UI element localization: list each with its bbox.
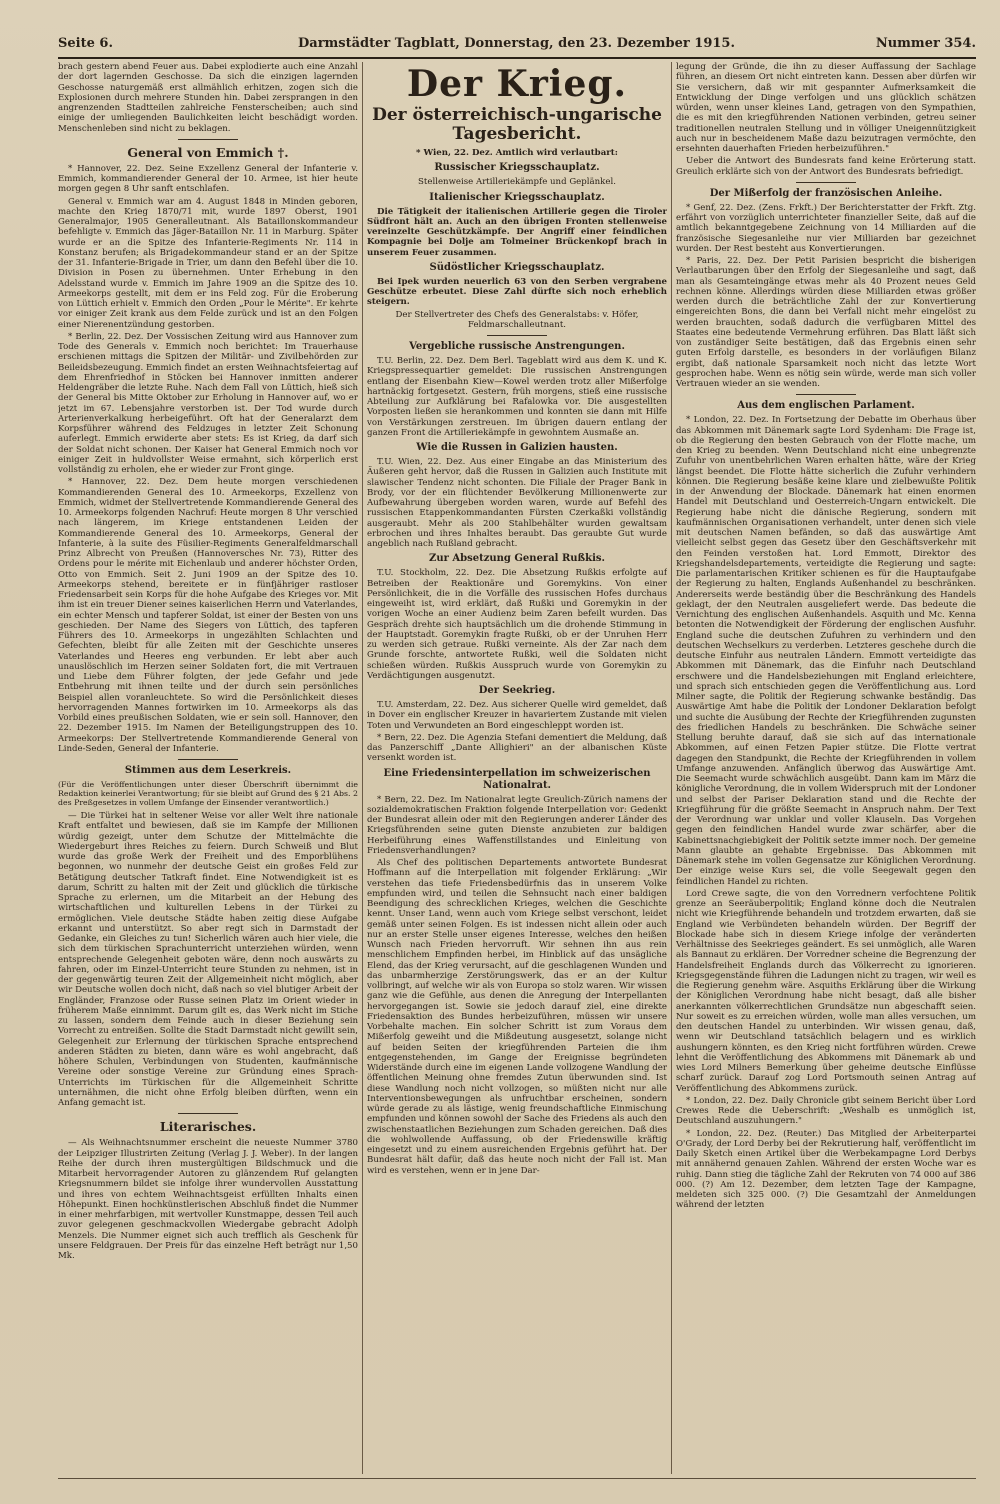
paragraph: — Als Weihnachtsnummer erscheint die neueste Nummer 3780 der Leipziger Illustrirten Zeitung (Verlag J. J. Weber). In der langen Reihe der durch ihren mustergültigen Bildschmuck und die Mitarbeit hervorragender Autoren zu glänzendem Ruf gelangten Kriegsnummern bildet sie infolge ihrer wundervollen Ausstattung und ihres von echtem Weihnachtsgeist erfüllten Inhalts einen Höhepunkt. Einen hochkünstlerischen Abschluß findet die Nummer in einer mehrfarbigen, mit wertvoller Kunstmappe, dessen Teil auch zuvor gelegenen geschmackvollen Wiedergabe gebracht Adolph Menzels. Die Nummer eignet sich auch trefflich als Geschenk für unsere Feldgrauen. Der Preis für das einzelne Heft beträgt nur 1,50 Mk. — [58, 1138, 358, 1261]
headline-seekrieg: Der Seekrieg. — [478, 685, 556, 696]
headline-englisches-parlament: Aus dem englischen Parlament. — [737, 400, 915, 412]
column-1 — [58, 62, 358, 1474]
separator — [796, 394, 856, 395]
headline-vergebliche-anstrengungen: Vergebliche russische Anstrengungen. — [409, 341, 625, 352]
subheadline-tagesbericht: Der österreichisch-ungarische Tagesbericht. — [372, 105, 662, 144]
article-continuation: brach gestern abend Feuer aus. Dabei explodierte auch eine Anzahl der dort lagernden Geschosse. Da sich die einzigen lagernden Geschosse naturgemäß erst allmählich erhitzen, zogen sich die Explosionen durch mehrere Stunden hin. Dabei zersprangen in den angrenzenden Stadtteilen zahlreiche Fensterscheiben; auch sind einige der umliegenden Baulichkeiten leicht beschädigt worden. Menschenleben sind nicht zu beklagen. — [58, 62, 358, 134]
dateline: * Wien, 22. Dez. Amtlich wird verlautbart: — [416, 148, 618, 158]
paragraph: Lord Crewe sagte, die von den Vorrednern verfochtene Politik grenze an Seeräuberpolitik; England könne doch die Neutralen nicht wie Kriegführende behandeln und trotzdem erwarten, daß sie England wie Verbündeten behandeln würden. Der Begriff der Blockade habe sich in diesem Kriege infolge der veränderten Verhältnisse des Seekrieges geändert. Es sei unmöglich, alle Waren als Bannaut zu erklären. Der Vorredner scheine die Begrenzung der Handelsfreiheit Englands durch das Völkerrecht zu ignorieren. Kriegsgegenstände führen die Ladungen nicht zu tragen, wir weil es die Regierung genehm wäre. Asquiths Erklärung über die Wirkung der Königlichen Verordnung habe nicht besagt, daß alle bisher anerkannten völkerrechtlichen Grundsätze nun abgeschafft seien. Nur soweit es zu erreichen würden, wolle man alles versuchen, um den deutschen Handel zu unterbinden. Wir wissen genau, daß, wenn wir Deutschland tatsächlich belagern und es wirklich aushungern könnten, es den Krieg nicht fortführen würden. Crewe lehnt die Veröffentlichung des Abkommens mit Dänemark ab und wies Lord Milners Bemerkung über geheime deutsche Einflüsse scharf zurück. Darauf zog Lord Portsmouth seinen Antrag auf Veröffentlichung des Abkommens zurück. — [676, 888, 976, 1094]
column-3 — [676, 62, 976, 1474]
paragraph: Die Tätigkeit der italienischen Artillerie gegen die Tiroler Südfront hält an. Auch an den übrigen Fronten stellenweise vereinzelte Geschützkämpfe. Der Angriff einer feindlichen Kompagnie bei Dolje am Tolmeiner Brückenkopf brach in unserem Feuer zusammen. — [367, 206, 667, 258]
paragraph: Ueber die Antwort des Bundesrats fand keine Erörterung statt. Greulich erklärte sich von der Antwort des Bundesrats befriedigt. — [676, 156, 976, 177]
signature: Der Stellvertreter des Chefs des Generalstabs: v. Höfer, Feldmarschalleutnant. — [395, 309, 639, 330]
headline-italienischer-kriegsschauplatz: Italienischer Kriegsschauplatz. — [429, 191, 605, 203]
headline-russischer-kriegsschauplatz: Russischer Kriegsschauplatz. — [434, 162, 600, 174]
paragraph: * Paris, 22. Dez. Der Petit Parisien bespricht die bisherigen Verlautbarungen über den Erfolg der Siegesanleihe und sagt, daß man als Gesamteingänge etwas mehr als 40 Prozent neues Geld rechnen könne. Allerdings würden diese Milliarden etwas größer werden durch die beträchtliche Zahl der zur Konvertierung eingereichten Bons, die dann bei Verfall nicht mehr eingelöst zu werden brauchten, sodaß dadurch die verfügbaren Mittel des Staates eine bedeutende Vermehrung erführen. Das Blatt läßt sich von zuständiger Seite bestätigen, daß das Ergebnis einen sehr guten Erfolg darstelle, es besonders in der vorläufigen Bilanz ergibt, daß nationale Sparsamkeit noch nicht das letzte Wort gesprochen habe. Wenn es nötig sein würde, werde man sich voller Vertrauen wieder an sie wenden. — [676, 256, 976, 389]
page-number: Seite 6. — [58, 36, 113, 51]
paragraph: * Bern, 22. Dez. Die Agenzia Stefani dementiert die Meldung, daß das Panzerschiff „Dante Allighieri" an der albanischen Küste versenkt worden ist. — [367, 732, 667, 764]
column-rule — [362, 62, 363, 1474]
separator — [487, 335, 547, 336]
headline-galizien: Wie die Russen in Galizien hausten. — [416, 442, 618, 453]
paragraph: * Hannover, 22. Dez. Seine Exzellenz General der Infanterie v. Emmich, kommandierender General der 10. Armee, ist hier heute morgen gegen 8 Uhr sanft entschlafen. — [58, 163, 358, 195]
paragraph: * London, 22. Dez. (Reuter.) Das Mitglied der Arbeiterpartei O'Grady, der Lord Derby bei der Rekrutierung half, veröffentlicht im Daily Sketch einen Artikel über die Werbekampagne Lord Derbys mit annähernd genauen Zahlen. Während der ersten Woche war es ruhig. Dann stieg die tägliche Zahl der Rekruten von 74 000 auf 386 000. (?) Am 12. Dezember, dem letzten Tage der Kampagne, meldeten sich 325 000. (?) Die Gesamtzahl der Anmeldungen während der letzten — [676, 1128, 976, 1211]
headline-friedensinterpellation: Eine Friedensinterpellation im schweizerischen Nationalrat. — [383, 767, 651, 791]
paragraph: — Die Türkei hat in seltener Weise vor aller Welt ihre nationale Kraft entfaltet und bewiesen, daß sie im Kampfe der Millionen würdig gezeigt, unter dem Schutze der Mittelmächte die Wiedergeburt ihres Reiches zu feiern. Durch Schweiß und Blut wurde das große Werk der Freiheit und des Emporblühens begonnen, wo nunmehr der deutsche Geist ein großes Feld zur Betätigung deutscher Tatkraft findet. Eine Notwendigkeit ist es darum, Schritt zu halten mit der Zeit und glücklich die türkische Sprache zu erlernen, um die Mitarbeit an der Hebung des wirtschaftlichen und kulturellen Lebens in der Türkei zu ermöglichen. Viele deutsche Städte haben zeitig diese Aufgabe erkannt und unterstützt. So aber regt sich in Darmstadt der Gedanke, ein Gleiches zu tun! Sicherlich wären auch hier viele, die sich dem türkischen Sprachunterricht unterziehen würden, wenn entsprechende Gelegenheit geboten wäre, denn noch auswärts zu fahren, oder im Einzel-Unterricht teure Stunden zu nehmen, ist in der gegenwärtig teuren Zeit der Allgemeinheit nicht möglich, aber wir Deutsche wollen doch nicht, daß nach so viel blutiger Arbeit der Engländer, Franzose oder Russe seinen Platz im Orient wieder in früherem Maße einnimmt. Darum gilt es, das Werk nicht im Stiche zu lassen, sondern dem Feinde auch in dieser Beziehung sein Vorrecht zu entreißen. Sollte die Stadt Darmstadt nicht gewillt sein, Gelegenheit zur Erlernung der türkischen Sprache entsprechend anderen Städten zu bieten, dann wäre es wohl angebracht, daß höhere Schulen, Verbindungen von Studenten, kaufmännische Vereine oder sonstige Vereine zur Gründung eines Sprach-Unterrichts im Türkischen für die Allgemeinheit Schritte unternähmen, die nicht ohne Erfolg bleiben dürften, wenn ein Anfang gemacht ist. — [58, 811, 358, 1108]
paragraph: General v. Emmich war am 4. August 1848 in Minden geboren, machte den Krieg 1870/71 mit, wurde 1897 Oberst, 1901 Generalmajor, 1905 Generalleutnant. Als Bataillonskommandeur befehligte v. Emmich das Jäger-Bataillon Nr. 11 in Marburg. Später wurde er an die Spitze des Infanterie-Regiments Nr. 114 in Konstanz berufen; als Brigadekommandeur stand er an der Spitze der 31. Infanterie-Brigade in Trier, um dann den Befehl über die 10. Division in Posen zu übernehmen. Unter Erhebung in den Adelsstand wurde v. Emmich im Jahre 1909 an die Spitze des 10. Armeekorps gestellt, mit dem er ins Feld zog. Für die Eroberung von Lüttich erhielt v. Emmich den Orden „Pour le Mérite". Er kehrte vor einiger Zeit krank aus dem Felde zurück und ist an den Folgen einer Nierenentzündung gestorben. — [58, 196, 358, 330]
paragraph: Stellenweise Artilleriekämpfe und Geplänkel. — [418, 177, 616, 188]
paragraph: * London, 22. Dez. In Fortsetzung der Debatte im Oberhaus über das Abkommen mit Dänemark sagte Lord Sydenham: Die Frage ist, ob die Regierung den besten Gebrauch von der Flotte mache, um den Krieg zu beenden. Wenn Deutschland nicht eine unbegrenzte Zufuhr von unentbehrlichen Waren erhalten hätte, wäre der Krieg längst beendet. Die Flotte hätte sicherlich die Zufuhr verhindern können. Die Regierung besäße keine klare und zielbewußte Politik in der Anwendung der Blockade. Dänemark hat einen enormen Handel mit Deutschland und Oesterreich-Ungarn entwickelt. Die Regierung habe nicht die dänische Regierung, sondern mit kaufmännischen Organisationen verhandelt, unter denen sich viele mit deutschen Namen befänden, so daß das auswärtige Amt vielleicht selbst gegen das Gesetz über den Geschäftsverkehr mit den Feinden verstoßen hat. Lord Emmott, Direktor des Kriegshandelsdepartements, verteidigte die Regierung und sagte: Die parlamentarischen Kritiker schienen es für die Hauptaufgabe der Regierung zu halten, Englands Außenhandel zu beschränken. Andererseits werde beständig über die Beschränkung des Handels geklagt, der den Neutralen ausgeliefert werde. Das bedeute die Vernichtung des englischen Außenhandels. Asquith und Mc. Kenna betonten die Notwendigkeit der Förderung der englischen Ausfuhr. England suche die deutschen Zufuhren zu verhindern und den deutschen Wechselkurs zu verderben. Letzteres geschehe durch die deutsche Einfuhr aus neutralen Ländern. Emmott verteidigte das Abkommen mit Dänemark, das die Einfuhr nach Deutschland erschwere und die Handelsbeziehungen mit England erleichtere, und sprach sich entschieden gegen die Veröffentlichung aus. Lord Milner sagte, die Politik der Regierung schwanke beständig. Das Auswärtige Amt habe die Politik der Londoner Deklaration befolgt und suchte die Ausübung der Rechte der Kriegführenden zugunsten des friedlichen Handels zu beschränken. Die Schwäche seiner Stellung beruhte darauf, daß sie sich auf das internationale Abkommen, auf einen Fetzen Papier stütze. Die Flotte vertrat dagegen den Standpunkt, die Rechte der Kriegführenden in vollem Umfange anzuwenden. Anfänglich überwog das Auswärtige Amt. Die Seemacht wurde schwächlich ausgeübt. Dann kam im März die königliche Verordnung, die in vollem Widerspruch mit der Londoner und selbst der Pariser Deklaration stand und die Rechte der Kriegführung für die größte Seemacht in Anspruch nahm. Der Text der Verordnung war unklar und voller Klauseln. Das Vorgehen gegen den feindlichen Handel wurde zwar schärfer, aber die Kabinettsnachgiebigkeit der Politik setzte immer noch. Der gemeine Mann glaubte an gehabte Ergebnisse. Das Abkommen mit Dänemark stehe im vollen Gegensatze zur Königlichen Verordnung. Der einzige weise Kurs sei, die volle Seegewalt gegen den feindlichen Handel zu richten. — [676, 415, 976, 887]
paragraph: * Berlin, 22. Dez. Der Vossischen Zeitung wird aus Hannover zum Tode des Generals v. Emmich noch berichtet: Im Trauerhause erschienen mittags die Spitzen der Militär- und Zivilbehörden zur Beileidsbezeugung. Emmich findet an ersten Weihnachtsfeiertag auf dem Ehrenfriedhof in Stöcken bei Hannover inmitten anderer Heldengräber die letzte Ruhe. Nach dem Fall von Lüttich, hieß sich der General bis Mitte Oktober zur Erholung in Hannover auf, wo er jetzt im 67. Lebensjahre verstorben ist. Der Tod wurde durch Arterienverkalkung herbeigeführt. Oft hat der Generalarzt dem Korpsführer während des Feldzuges in letzter Zeit Schonung auferlegt. Emmich erwiderte aber stets: Es ist Krieg, da darf sich der Soldat nicht schonen. Der Kaiser hat General Emmich noch vor einiger Zeit in huldvollster Weise ermahnt, sich körperlich erst vollständig zu erholen, ehe er wieder zur Front ginge. — [58, 331, 358, 475]
headline-russki: Zur Absetzung General Rußkis. — [429, 553, 605, 565]
separator — [178, 1113, 238, 1114]
paragraph: * Hannover, 22. Dez. Dem heute morgen verschiedenen Kommandierenden General des 10. Armeekorps, Exzellenz von Emmich, widmet der Stellvertretende Kommandierende General des 10. Armeekorps folgenden Nachruf: Heute morgen 8 Uhr verschied nach längerem, im Kriege entstandenen Leiden der Kommandierende General des 10. Armeekorps, General der Infanterie, à la suite des Füsilier-Regiments Generalfeldmarschall Prinz Albrecht von Preußen (Hannoversches Nr. 73), Ritter des Ordens pour le mérite mit Eichenlaub und anderer höchster Orden, Otto von Emmich. Seit 2. Juni 1909 an der Spitze des 10. Armeekorps stehend, bereitete er in fünfjähriger rastloser Friedensarbeit sein Korps für die hohe Aufgabe des Krieges vor. Mit ihm ist ein treuer Diener seines kaiserlichen Herrn und Vaterlandes, ein echter Mensch und tapferer Soldat, ist einer der Besten von uns geschieden. Der Name des Siegers von Lüttich, des tapferen Führers des 10. Armeekorps in ungezählten Schlachten und Gefechten, bleibt für alle Zeiten mit der Geschichte unseres Vaterlandes und Heeres eng verbunden. Er lebt aber auch unauslöschlich im Herzen seiner Soldaten fort, die mit Vertrauen und Liebe dem Führer folgten, der jede Gefahr und jede Entbehrung mit ihnen teilte und der durch sein persönliches Beispiel allen voranleuchtete. So wird die Persönlichkeit dieses hervorragenden Mannes fortwirken im 10. Armeekorps als das Vorbild eines preußischen Soldaten, wie er sein soll. Hannover, den 22. Dezember 1915. Im Namen der Beteiligungstruppen des 10. Armeekorps: Der Stellvertretende Kommandierende General von Linde-Seden, General der Infanterie. — [58, 477, 358, 754]
headline-literarisches: Literarisches. — [159, 1119, 257, 1135]
paragraph: Als Chef des politischen Departements antwortete Bundesrat Hoffmann auf die Interpellation mit folgender Erklärung: „Wir verstehen das tiefe Friedensbedürfnis das in unserem Volke empfunden wird, und teilen die Sehnsucht nach einer baldigen Beendigung des schrecklichen Krieges, welchen die Geschichte kennt. Unser Land, wenn auch vom Kriege selbst verschont, leidet gemäß unter seinen Folgen. Es ist indessen nicht allein oder auch nur an erster Stelle unser eigenes Interesse, welches den heißen Wunsch nach Frieden hervorruft. Wir sehnen ihn aus rein menschlichem Empfinden herbei, im Hinblick auf das unsägliche Elend, das der Krieg verursacht, auf die geschlagenen Wunden und das unbarmherzige Zerstörungswerk, das er an der Kultur vollbringt, auf welche wir als von Europa so stolz waren. Wir wissen ganz wie die Gefühle, aus denen die Anregung der Interpellanten hervorgegangen ist. Sowie sie jedoch darauf ziel, eine direkte Friedensaktion des Bundes herbeizuführen, müssen wir unsere Vorbehalte machen. Ein solcher Schritt ist zum Voraus dem Mißerfolg geweiht und die Mißdeutung ausgesetzt, solange nicht auf beiden Seiten der kriegführenden Parteien die ihm entgegenstehenden, im Gange der Ereignisse begründeten Widerstände durch eine im eigenen Lande vollzogene Wandlung der öffentlichen Meinung ohne fremdes Zutun überwunden sind. Ist diese Wandlung noch nicht vollzogen, so müßten nicht nur alle Interventionsbewegungen als unfruchtbar erscheinen, sondern würde gerade zu als lästige, wenig freundschaftliche Einmischung empfunden und können sowohl der Sache des Friedens als auch den zwischenstaatlichen Beziehungen zum Schaden gereichen. Daß dies die wohlwollende Auffassung, ob der Friedenswille kräftig eingesetzt und zu einem ausreichenden Ergebnis geführt hat. Der Bundesrat hält dafür, daß das heute noch nicht der Fall ist. Man wird es verstehen, wenn er in jene Dar- — [367, 858, 667, 1176]
paragraph: * Bern, 22. Dez. Im Nationalrat legte Greulich-Zürich namens der sozialdemokratischen Fraktion folgende Interpellation vor: Gedenkt der Bundesrat allein oder mit den Regierungen anderer Länder des Kriegsführenden seine guten Dienste anzubieten zur baldigen Herbeiführung eines Waffenstillstandes und Einleitung von Friedensverhandlungen? — [367, 794, 667, 856]
paragraph: T.U. Wien, 22. Dez. Aus einer Eingabe an das Ministerium des Äußeren geht hervor, daß die Russen in Galizien auch Institute mit slawischer Tendenz nicht schonten. Die Filiale der Prager Bank in Brody, vor der ein flüchtender Bevölkerung Millionenwerte zur Aufbewahrung übergeben worden waren, wurde auf Befehl des russischen Etappenkommandanten Fürsten Czerkaßki vollständig ausgeraubt. Mehr als 200 Stahlbehälter wurden gewaltsam erbrochen und ihres Inhaltes beraubt. Das geraubte Gut wurde angeblich nach Rußland gebracht. — [367, 457, 667, 549]
paragraph: T.U. Stockholm, 22. Dez. Die Absetzung Rußkis erfolgte auf Betreiben der Reaktionäre und Goremykins. Von einer Persönlichkeit, die in die Vorfälle des russischen Hofes durchaus eingeweiht ist, wird erklärt, daß Rußki und Goremykin in der vorigen Woche an einer Audienz beim Zaren befeilt wurden. Das Gespräch drehte sich hauptsächlich um die drohende Stimmung in der Hauptstadt. Goremykin fragte Rußki, ob er der Unruhen Herr zu werden sich getraue. Rußki verneinte. Als der Zar nach dem Grunde forschte, antwortete Rußki, weil die Soldaten nicht schießen würden. Rußkis Ausspruch wurde von Goremykin zu Verdächtigungen ausgenutzt. — [367, 568, 667, 681]
article-continuation: legung der Gründe, die ihn zu dieser Auffassung der Sachlage führen, an diesem Ort nicht eintreten kann. Dessen aber dürfen wir Sie versichern, daß wir mit gespannter Aufmerksamkeit die Entwicklung der Dinge verfolgen und uns glücklich schätzen würden, wenn unser kleines Land, getragen von den Sympathien, die es mit den kriegführenden Nationen verbinden, getreu seiner traditionellen neutralen Stellung und in völliger Uneigennützigkeit auch nur in bescheidenem Maße dazu beizutragen vermöchte, den ersehnten dauerhaften Frieden herbeizuführen." — [676, 62, 976, 154]
bottom-rule — [58, 1478, 976, 1479]
headline-emmich: General von Emmich †. — [127, 144, 289, 160]
paragraph: * Genf, 22. Dez. (Zens. Frkft.) Der Berichterstatter der Frkft. Ztg. erfährt von vorzüglich unterrichteter finanzieller Seite, daß auf die amtlich bekanntgegebene Zeichnung von 14 Milliarden auf die französische Siegesanleihe nur vier Milliarden bar gezeichnet wurden. Der Rest besteht aus Konvertierungen. — [676, 202, 976, 254]
top-rule — [58, 57, 976, 59]
paragraph: Bei Ipek wurden neuerlich 63 von den Serben vergrabene Geschütze erbeutet. Diese Zahl dürfte sich noch erheblich steigern. — [367, 276, 667, 308]
column-rule — [671, 62, 672, 1474]
paragraph: * London, 22. Dez. Daily Chronicle gibt seinem Bericht über Lord Crewes Rede die Ueberschrift: „Weshalb es unmöglich ist, Deutschland auszuhungern." — [676, 1095, 976, 1127]
separator — [796, 182, 856, 183]
masthead — [58, 36, 976, 56]
paragraph: T.U. Amsterdam, 22. Dez. Aus sicherer Quelle wird gemeldet, daß in Dover ein englischer Kreuzer in havariertem Zustande mit vielen Toten und Verwundeten an Bord eingeschleppt worden ist. — [367, 700, 667, 731]
headline-suedoestlicher-kriegsschauplatz: Südöstlicher Kriegsschauplatz. — [429, 261, 605, 273]
headline-anleihe: Der Mißerfolg der französischen Anleihe. — [709, 187, 943, 199]
paragraph: T.U. Berlin, 22. Dez. Dem Berl. Tageblatt wird aus dem K. und K. Kriegspressequartier gemeldet: Die russischen Anstrengungen entlang der Eisenbahn Kiew—Kowel werden trotz aller Mißerfolge hartnäckig fortgesetzt. Gestern, früh morgens, stieß eine russische Abteilung zur Aufklärung bei Rafalowka vor. Die ausgestellten Vorposten ließen sie herankommen und konnten sie dann mit Hilfe von Verstärkungen zerstreuen. Im übrigen dauern entlang der ganzen Front die Artilleriekämpfe in gewohntem Ausmaße an. — [367, 356, 667, 438]
editorial-note: (Für die Veröffentlichungen unter dieser Überschrift übernimmt die Redaktion keinerlei Verantwortung; für sie bleibt auf Grund des § 21 Abs. 2 des Preßgesetzes in vollem Umfange der Einsender verantwortlich.) — [58, 780, 358, 807]
column-2 — [367, 62, 667, 1474]
headline-stimmen: Stimmen aus dem Leserkreis. — [124, 765, 292, 776]
issue-number: Nummer 354. — [875, 36, 976, 51]
separator — [178, 139, 238, 140]
paper-date-line: Darmstädter Tagblatt, Donnerstag, den 23. Dezember 1915. — [298, 36, 735, 51]
separator — [178, 759, 238, 760]
headline-der-krieg: Der Krieg. — [406, 63, 628, 105]
